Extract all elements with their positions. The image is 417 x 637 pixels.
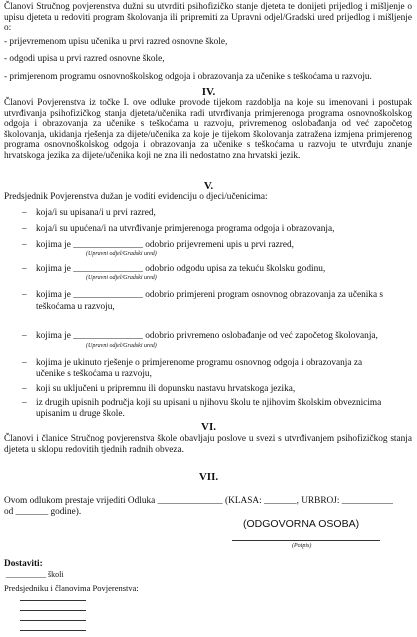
blank-field[interactable]: _______________ xyxy=(73,290,143,300)
delivery-recipients: Predsjedniku i članovima Povjerenstva: xyxy=(4,583,139,593)
blank-field[interactable]: _______________ xyxy=(73,264,143,274)
section-vi-paragraph: Članovi i članice Stručnog povjerenstva škole obavljaju poslove u svezi s utvrđivanjem psihofizičkog stanja djeteta u sklopu redovitih tjednih radnih obveza. xyxy=(4,434,412,455)
section-v-item-5-cont: teškoćama u razvoju, xyxy=(36,302,115,312)
bullet-dash-icon: – xyxy=(22,264,27,274)
section-v-item-6: kojima je _______________ odobrio privremeno oslobađanje od već započetog školovanja, xyxy=(36,331,378,341)
bullet-dash-icon: – xyxy=(22,224,27,234)
delivery-title: Dostaviti: xyxy=(4,559,43,569)
bullet-dash-icon: – xyxy=(22,290,27,300)
intro-paragraph: Članovi Stručnog povjerenstva dužni su utvrditi psihofizičko stanje djeteta te donijeti prijedlog i mišljenje o upisu djeteta u redoviti program školovanja ili pripremiti za Upravni odjel/Gradski ured prijedlog i mišljenje o: xyxy=(4,2,412,34)
section-v-item-1: koja/i su upisana/i u prvi razred, xyxy=(36,208,156,218)
blank-field[interactable]: _______________ xyxy=(73,240,143,250)
section-v-item-2: koja/i su upućena/i na utvrđivanje primjerenoga programa odgoja i obrazovanja, xyxy=(36,224,335,234)
section-v-heading: V. xyxy=(203,180,214,192)
signature-line xyxy=(232,540,380,541)
intro-item-1: - prijevremenom upisu učenika u prvi razred osnovne škole, xyxy=(4,37,228,47)
section-vii-line-1: Ovom odlukom prestaje vrijediti Odluka ______________ (KLASA: _______, URBROJ: ___________ xyxy=(4,496,393,506)
blank-field[interactable]: _______________ xyxy=(73,331,143,341)
section-v-item-3-note: (Upravni odjel/Gradski ured) xyxy=(86,251,157,257)
section-v-item-6-note: (Upravni odjel/Gradski ured) xyxy=(86,343,157,349)
signatory-title: (ODGOVORNA OSOBA) xyxy=(243,518,360,530)
section-v-item-4-note: (Upravni odjel/Gradski ured) xyxy=(86,275,157,281)
intro-item-3: - primjerenom programu osnovnoškolskog odgoja i obrazovanja za učenike s teškoćama u razvoju. xyxy=(4,72,372,82)
section-vii-line-2: od _______ godine). xyxy=(4,507,82,517)
recipient-line xyxy=(20,600,86,601)
recipient-line xyxy=(20,610,86,611)
recipient-line xyxy=(20,630,86,631)
bullet-dash-icon: – xyxy=(22,331,27,341)
recipient-line xyxy=(20,620,86,621)
section-v-item-7: kojima je ukinuto rješenje o primjerenome programu osnovnog odgoja i obrazovanja za xyxy=(36,358,363,368)
section-vii-heading: VII. xyxy=(198,471,219,483)
section-v-item-4: kojima je _______________ odobrio odgodu upisa za tekuću školsku godinu, xyxy=(36,264,326,274)
intro-item-2: - odgodi upisa u prvi razred osnovne škole, xyxy=(4,54,165,64)
section-v-item-3: kojima je _______________ odobrio prijevremeni upis u prvi razred, xyxy=(36,240,294,250)
bullet-dash-icon: – xyxy=(22,384,27,394)
bullet-dash-icon: – xyxy=(22,358,27,368)
bullet-dash-icon: – xyxy=(22,240,27,250)
section-v-item-7-cont: učenike s teškoćama u razvoju, xyxy=(36,369,152,379)
section-v-item-5: kojima je _______________ odobrio primjereni program osnovnog obrazovanja za učenika s xyxy=(36,290,384,300)
section-iv-paragraph: Članovi Povjerenstva iz točke I. ove odluke provode tijekom razdoblja na koje su imenovani i postupak utvrđivanja psihofizičkog stanja djeteta/učenika radi utvrđivanja primjerenoga programa osnovnoškolskog odgoja i obrazovanja za učenike s teškoćama u razvoju, privremenog oslobađanja od već započetog školovanja, ukidanja rješenja za dijete/učenika za koje je tijekom školovanja zatražena izmjena primjerenog programa osnovnoškolskog odgoja i obrazovanja za učenike s teškoćama u razvoju te utvrđuju znanje hrvatskoga jezika za dijete/učenika koji ne zna ili nedostatno zna hrvatski jezik. xyxy=(4,98,412,161)
section-v-item-8: koji su uključeni u pripremnu ili dopunsku nastavu hrvatskoga jezika, xyxy=(36,384,296,394)
section-v-item-9-cont: upisanim u druge škole. xyxy=(36,409,125,419)
bullet-dash-icon: – xyxy=(22,398,27,408)
section-vi-heading: VI. xyxy=(201,421,216,433)
section-iv-heading: IV. xyxy=(201,86,216,98)
section-v-intro: Predsjednik Povjerenstva dužan je voditi evidenciju o djeci/učenicima: xyxy=(4,192,268,202)
delivery-school: __________ školi xyxy=(6,570,64,579)
signature-label: (Potpis) xyxy=(292,543,312,549)
section-v-item-9: iz drugih upisnih područja koji su upisani u njihovu školu te njihovim školskim obveznicima xyxy=(36,398,382,408)
bullet-dash-icon: – xyxy=(22,208,27,218)
